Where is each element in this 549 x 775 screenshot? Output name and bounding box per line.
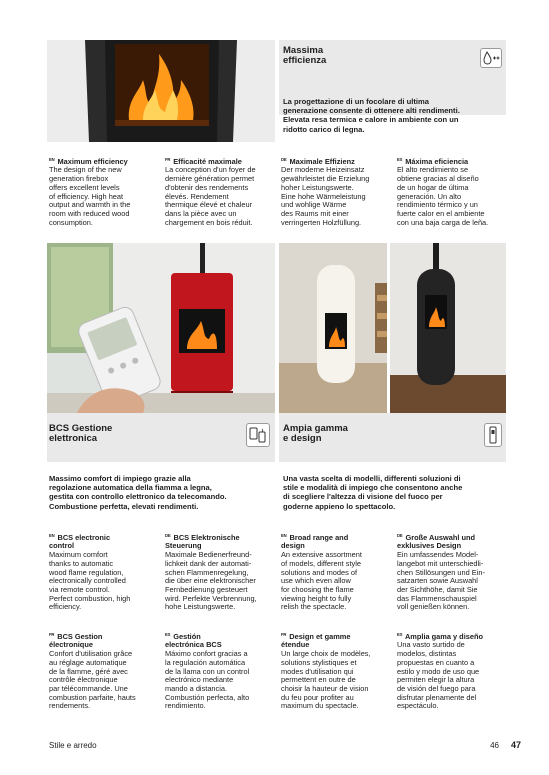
lang-tag: DE (397, 532, 403, 538)
efficiency-intro: La progettazione di un focolare di ultima generazione consente di ottenere alti rendimenti. Elevata resa termica e calore in ambiente con un ridotto carico di legna. (283, 97, 460, 134)
col-heading: Efficacité maximale (173, 156, 242, 166)
range-col-fr (281, 622, 393, 711)
range-col-de (397, 523, 509, 612)
col-heading: Große Auswahl und exklusives Design (397, 532, 476, 551)
range-col-en (281, 523, 393, 612)
col-body: Maximale Bedienerfreund- lichkeit dank der automati- schen Flammenregelung, die über eine elektronischer Fernbedienung gesteuert wird. Perfekte Verbrennung, hohe Leistungswerte. (165, 550, 257, 612)
col-body: Ein umfassendes Model- langebot mit unterschiedli- chen Stillösungen und Ein- satzarten sowie Auswahl der Sichthöhe, damit Sie das Flammenschauspiel voll genießen können. (397, 550, 485, 612)
page-number-right: 47 (510, 740, 521, 750)
col-heading: Maximale Effizienz (289, 156, 355, 166)
col-heading: Maximum efficiency (57, 156, 128, 166)
lang-tag: DE (165, 532, 171, 538)
height-selector-icon (484, 423, 502, 447)
remote-control-stove-photo (47, 243, 275, 413)
lang-tag: ES (397, 631, 403, 637)
range-intro: Una vasta scelta di modelli, differenti soluzioni di stile e modalità di impiego che consentono anche di scegliere l'altezza di visione del fuoco per goderne appieno lo spettacolo. (283, 474, 463, 511)
efficiency-plus-icon (480, 48, 502, 68)
range-col-es (397, 622, 509, 711)
bcs-title: BCS Gestione elettronica (49, 423, 113, 444)
lang-tag: EN (49, 156, 55, 162)
col-heading: BCS electronic control (49, 532, 111, 551)
lang-tag: FR (49, 631, 55, 637)
bcs-col-es (165, 622, 277, 711)
lang-tag: ES (165, 631, 171, 637)
col-body: Una vasto surtido de modelos, distintas propuestas en cuanto a estilo y modo de uso que permiten elegir la altura de visión del fuego para disfrutar plenamente del espectáculo. (397, 640, 480, 711)
col-body: La conception d'un foyer de dernière génération permet d'obtenir des rendements élevés. Rendement thermique élevé et chaleur dans la pièce avec un chargement en bois réduit. (165, 165, 256, 227)
bcs-col-fr (49, 622, 161, 711)
col-body: Confort d'utilisation grâce au réglage automatique de la flamme, géré avec contrôle électronique par télécommande. Une combustion parfaite, hauts rendements. (49, 649, 136, 711)
col-body: Maximum comfort thanks to automatic wood flame regulation, electronically controlled via remote control. Perfect combustion, high efficiency. (49, 550, 131, 612)
efficiency-col-de (281, 147, 393, 227)
col-body: Der moderne Heizeinsatz gewährleistet die Erzielung hoher Leistungswerte. Eine hohe Wärmeleistung und wohlige Wärme des Raums mit einer verringerten Holzfüllung. (281, 165, 370, 227)
lang-tag: EN (49, 532, 55, 538)
col-body: The design of the new generation firebox offers excellent levels of efficiency. High heat output and warmth in the room with reduced wood consumption. (49, 165, 131, 227)
white-black-stoves-photo (279, 243, 506, 413)
col-body: El alto rendimiento se obtiene gracias al diseño de un hogar de última generación. Un alto rendimiento térmico y un fuerte calor en el ambiente con una baja carga de leña. (397, 165, 489, 227)
bcs-intro: Massimo comfort di impiego grazie alla regolazione automatica della fiamma a legna, gestita con controllo elettronico da telecomando. Combustione perfetta, elevati rendimenti. (49, 474, 227, 511)
efficiency-title: Massima efficienza (283, 45, 327, 66)
col-heading: Gestión electrónica BCS (165, 631, 222, 650)
efficiency-col-es (397, 147, 509, 227)
efficiency-col-en (49, 147, 161, 227)
col-body: An extensive assortment of models, different style solutions and modes of use which even allow for choosing the flame viewing height to fully relish the spectacle. (281, 550, 362, 612)
col-heading: BCS Elektronische Steuerung (165, 532, 240, 551)
footer-section-label: Stile e arredo (49, 741, 97, 750)
col-heading: Máxima eficiencia (405, 156, 469, 166)
lang-tag: ES (397, 156, 403, 162)
lang-tag: DE (281, 156, 287, 162)
lang-tag: FR (165, 156, 171, 162)
bcs-col-en (49, 523, 161, 612)
page-number-left: 46 (490, 741, 499, 750)
col-heading: BCS Gestion électronique (49, 631, 103, 650)
stove-fire-photo (47, 40, 275, 142)
efficiency-col-fr (165, 147, 277, 227)
range-title: Ampia gamma e design (283, 423, 348, 444)
remote-control-icon (246, 423, 270, 447)
lang-tag: FR (281, 631, 287, 637)
lang-tag: EN (281, 532, 287, 538)
col-body: Máximo confort gracias a la regulación automática de la llama con un control electrónico mediante mando a distancia. Combustión perfecta, alto rendimiento. (165, 649, 250, 711)
col-heading: Design et gamme étendue (281, 631, 351, 650)
col-body: Un large choix de modèles, solutions stylistiques et modes d'utilisation qui permettent en outre de choisir la hauteur de vision du feu pour profiter au maximum du spectacle. (281, 649, 371, 711)
col-heading: Amplia gama y diseño (404, 631, 484, 641)
bcs-col-de (165, 523, 277, 612)
page-numbers (490, 740, 521, 750)
col-heading: Broad range and design (281, 532, 349, 551)
